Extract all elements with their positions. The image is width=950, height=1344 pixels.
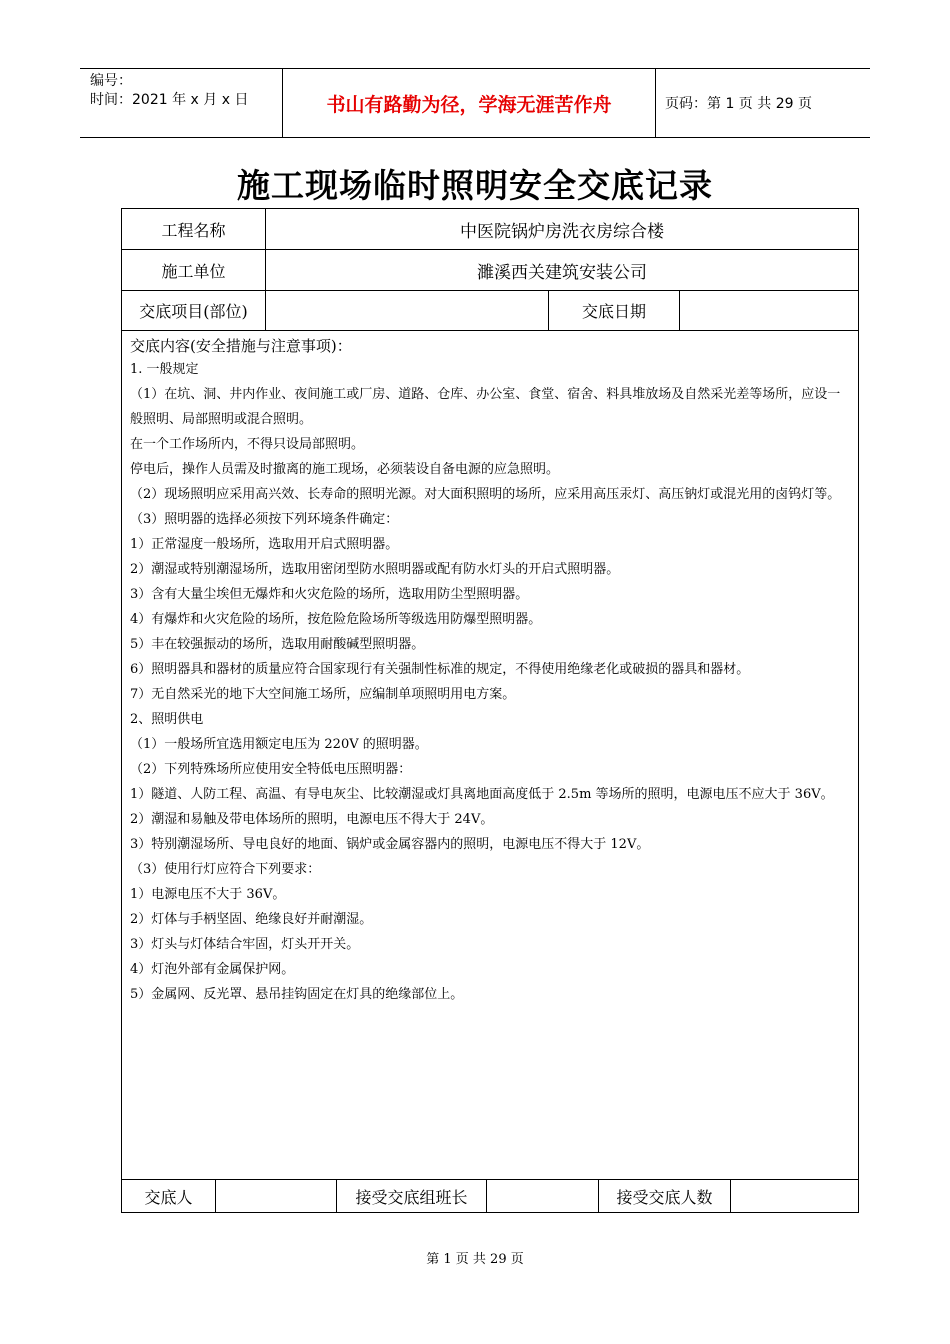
- header-page-info: 页码：第 1 页 共 29 页: [665, 96, 812, 112]
- item-label: 交底项目(部位): [122, 291, 266, 330]
- content-line: 2）潮湿或特别潮湿场所，选取用密闭型防水照明器或配有防水灯头的开启式照明器。: [130, 562, 620, 577]
- project-name-row: [122, 209, 858, 250]
- content-line: 3）特别潮湿场所、导电良好的地面、锅炉或金属容器内的照明，电源电压不得大于 12V。: [130, 837, 650, 852]
- content-line: 2）潮湿和易触及带电体场所的照明，电源电压不得大于 24V。: [130, 812, 494, 827]
- content-line: （2）下列特殊场所应使用安全特低电压照明器：: [130, 762, 412, 777]
- giver-value[interactable]: [216, 1180, 337, 1212]
- project-name-value: 中医院锅炉房洗衣房综合楼: [460, 221, 664, 242]
- briefing-form-table: [121, 208, 859, 1213]
- count-label: 接受交底人数: [599, 1180, 731, 1212]
- construction-unit-value: 濉溪西关建筑安装公司: [477, 262, 647, 283]
- briefing-content: [122, 331, 858, 1180]
- content-line: （2）现场照明应采用高兴效、长寿命的照明光源。对大面积照明的场所，应采用高压汞灯、高压钠灯或混光用的卤钨灯等。: [130, 487, 841, 502]
- content-line: 7）无自然采光的地下大空间施工场所，应编制单项照明用电方案。: [130, 687, 516, 702]
- content-line: 1）正常湿度一般场所，选取用开启式照明器。: [130, 537, 399, 552]
- giver-label: 交底人: [122, 1180, 216, 1212]
- header-motto: 书山有路勤为径，学海无涯苦作舟: [282, 69, 656, 137]
- item-value[interactable]: [266, 291, 549, 330]
- content-line: 4）有爆炸和火灾危险的场所，按危险危险场所等级选用防爆型照明器。: [130, 612, 542, 627]
- content-line: 1. 一般规定: [130, 362, 199, 377]
- project-name-label: 工程名称: [122, 209, 266, 249]
- content-line: 2）灯体与手柄坚固、绝缘良好并耐潮湿。: [130, 912, 373, 927]
- leader-label: 接受交底组班长: [337, 1180, 487, 1212]
- content-line: 4）灯泡外部有金属保护网。: [130, 962, 295, 977]
- construction-unit-label: 施工单位: [122, 250, 266, 290]
- construction-unit-row: [122, 250, 858, 291]
- content-line: 6）照明器具和器材的质量应符合国家现行有关强制性标准的规定，不得使用绝缘老化或破损的器具和器材。: [130, 662, 750, 677]
- count-value[interactable]: [731, 1180, 858, 1212]
- content-line: 3）含有大量尘埃但无爆炸和火灾危险的场所，选取用防尘型照明器。: [130, 587, 529, 602]
- content-line: 1）隧道、人防工程、高温、有导电灰尘、比较潮湿或灯具离地面高度低于 2.5m 等场所的照明，电源电压不应大于 36V。: [130, 787, 834, 802]
- content-line: （1）在坑、洞、井内作业、夜间施工或厂房、道路、仓库、办公室、食堂、宿舍、料具堆放场及自然采光差等场所，应设一般照明、局部照明或混合照明。: [130, 387, 841, 427]
- document-time-label: 时间：2021 年 x 月 x 日: [90, 92, 249, 108]
- content-line: 1）电源电压不大于 36V。: [130, 887, 286, 902]
- content-heading: 交底内容(安全措施与注意事项)：: [130, 337, 352, 355]
- leader-value[interactable]: [487, 1180, 599, 1212]
- document-number-label: 编号：: [90, 73, 132, 89]
- content-line: 5）金属网、反光罩、悬吊挂钩固定在灯具的绝缘部位上。: [130, 987, 464, 1002]
- item-date-row: [122, 291, 858, 331]
- content-line: （1）一般场所宜选用额定电压为 220V 的照明器。: [130, 737, 428, 752]
- content-line: 在一个工作场所内，不得只设局部照明。: [130, 437, 365, 452]
- content-lines: [130, 357, 850, 1007]
- page-footer: 第 1 页 共 29 页: [426, 1252, 524, 1267]
- content-line: （3）使用行灯应符合下列要求：: [130, 862, 321, 877]
- signature-row: [122, 1180, 858, 1212]
- content-line: 停电后，操作人员需及时撤离的施工现场，必须装设自备电源的应急照明。: [130, 462, 560, 477]
- date-label: 交底日期: [549, 291, 680, 330]
- content-line: 3）灯头与灯体结合牢固，灯头开开关。: [130, 937, 360, 952]
- content-line: 5）丰在较强振动的场所，选取用耐酸碱型照明器。: [130, 637, 425, 652]
- document-title: 施工现场临时照明安全交底记录: [237, 166, 713, 205]
- content-line: （3）照明器的选择必须按下列环境条件确定：: [130, 512, 399, 527]
- content-line: 2、照明供电: [130, 712, 204, 727]
- header-meta: [80, 69, 282, 140]
- date-value[interactable]: [680, 291, 858, 330]
- page-header: [80, 68, 870, 138]
